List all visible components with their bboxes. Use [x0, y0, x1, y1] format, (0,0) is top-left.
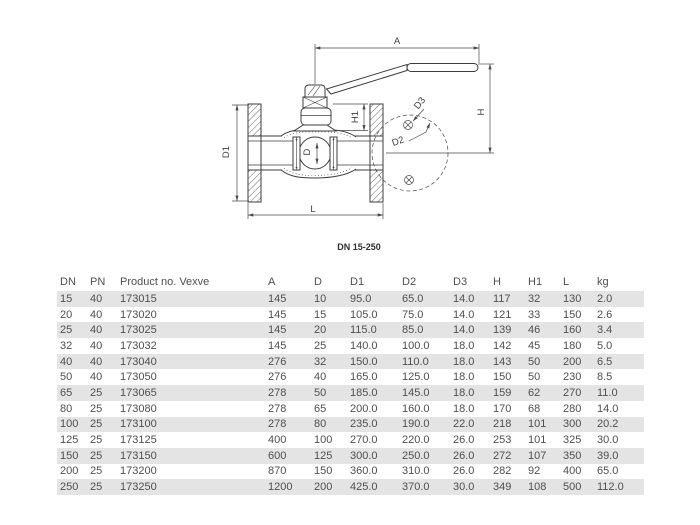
table-cell: 100 — [60, 418, 79, 431]
table-header-row — [57, 272, 644, 291]
table-cell: 300.0 — [350, 449, 378, 462]
table-cell: 25 — [90, 418, 103, 431]
table-row — [57, 307, 644, 323]
seat-rings — [293, 137, 337, 170]
table-cell: 500 — [563, 481, 582, 494]
table-row — [57, 432, 644, 448]
column-header: kg — [597, 275, 609, 288]
dim-label-a: A — [393, 36, 401, 47]
dim-label-h: H — [476, 108, 487, 116]
column-header: A — [268, 275, 276, 288]
bonnet — [301, 108, 331, 125]
table-cell: 173015 — [120, 292, 157, 305]
table-row — [57, 369, 644, 385]
table-cell: 25 — [314, 339, 327, 352]
table-cell: 159 — [493, 386, 512, 399]
column-header: D2 — [402, 275, 417, 288]
dim-label-l: L — [310, 204, 316, 215]
table-cell: 40 — [314, 371, 327, 384]
table-cell: 600 — [268, 449, 287, 462]
table-cell: 32 — [528, 292, 541, 305]
column-header: PN — [90, 275, 106, 288]
table-cell: 100 — [314, 434, 333, 447]
table-cell: 92 — [528, 465, 541, 478]
table-cell: 40 — [90, 292, 103, 305]
bolt-hole-bottom — [405, 176, 414, 185]
table-row — [57, 417, 644, 433]
dimension-d1 — [232, 105, 249, 201]
table-cell: 400 — [268, 434, 287, 447]
table-cell: 26.0 — [453, 449, 475, 462]
table-cell: 68 — [528, 402, 541, 415]
table-cell: 85.0 — [402, 324, 424, 337]
table-cell: 14.0 — [453, 324, 475, 337]
table-cell: 115.0 — [350, 324, 377, 337]
table-cell: 101 — [528, 418, 547, 431]
table-cell: 65 — [314, 402, 327, 415]
table-cell: 15 — [60, 292, 73, 305]
dim-label-d: D — [302, 148, 313, 156]
table-cell: 105.0 — [350, 308, 378, 321]
table-cell: 39.0 — [597, 449, 619, 462]
table-cell: 40 — [90, 355, 103, 368]
table-body — [57, 291, 644, 495]
spec-table — [57, 272, 644, 495]
table-cell: 276 — [268, 371, 287, 384]
table-cell: 30.0 — [597, 434, 619, 447]
table-cell: 272 — [493, 449, 512, 462]
table-cell: 165.0 — [350, 371, 378, 384]
table-cell: 150.0 — [350, 355, 378, 368]
table-cell: 18.0 — [453, 371, 475, 384]
table-cell: 40 — [90, 308, 103, 321]
table-cell: 310.0 — [402, 465, 430, 478]
table-cell: 121 — [493, 308, 512, 321]
table-cell: 278 — [268, 418, 287, 431]
table-cell: 8.5 — [597, 371, 613, 384]
table-cell: 173125 — [120, 434, 157, 447]
table-cell: 200 — [60, 465, 79, 478]
table-cell: 5.0 — [597, 339, 613, 352]
dim-label-h1: H1 — [350, 110, 361, 124]
table-cell: 218 — [493, 418, 512, 431]
table-cell: 200.0 — [350, 402, 378, 415]
table-cell: 150 — [563, 308, 582, 321]
table-cell: 160.0 — [402, 402, 430, 415]
table-cell: 150 — [314, 465, 333, 478]
table-cell: 65.0 — [597, 465, 619, 478]
table-cell: 200 — [314, 481, 333, 494]
table-cell: 40 — [60, 355, 73, 368]
table-cell: 125 — [314, 449, 333, 462]
table-cell: 80 — [60, 402, 73, 415]
table-cell: 180 — [563, 339, 582, 352]
table-cell: 25 — [90, 402, 103, 415]
table-row — [57, 338, 644, 354]
column-header: H — [493, 275, 501, 288]
table-cell: 173150 — [120, 449, 157, 462]
stem-cap — [305, 85, 325, 97]
table-cell: 50 — [528, 371, 541, 384]
table-cell: 870 — [268, 465, 287, 478]
table-cell: 3.4 — [597, 324, 613, 337]
table-cell: 173100 — [120, 418, 157, 431]
column-header: D1 — [350, 275, 365, 288]
bonnet-base — [294, 125, 336, 131]
spec-table-container — [57, 272, 644, 495]
table-cell: 250 — [60, 481, 79, 494]
dn-range-caption: DN 15-250 — [337, 242, 381, 252]
table-row — [57, 291, 644, 307]
table-cell: 220.0 — [402, 434, 430, 447]
table-cell: 425.0 — [350, 481, 378, 494]
table-cell: 100.0 — [402, 339, 430, 352]
table-cell: 65.0 — [402, 292, 424, 305]
table-cell: 14.0 — [597, 402, 619, 415]
table-cell: 235.0 — [350, 418, 378, 431]
bolt-hole-top — [404, 121, 413, 130]
dim-label-d1: D1 — [221, 145, 232, 159]
column-header: D3 — [453, 275, 468, 288]
table-cell: 270 — [563, 386, 582, 399]
table-cell: 145.0 — [402, 386, 430, 399]
table-cell: 360.0 — [350, 465, 378, 478]
table-cell: 14.0 — [453, 308, 475, 321]
table-cell: 143 — [493, 355, 512, 368]
table-cell: 40 — [90, 324, 103, 337]
table-cell: 20 — [60, 308, 73, 321]
table-cell: 40 — [90, 371, 103, 384]
table-cell: 45 — [528, 339, 541, 352]
table-cell: 190.0 — [402, 418, 430, 431]
handle-arm — [327, 65, 408, 95]
dim-label-d3: D3 — [411, 95, 429, 112]
table-cell: 20 — [314, 324, 327, 337]
table-cell: 25 — [90, 434, 103, 447]
table-cell: 65 — [60, 386, 73, 399]
table-cell: 160 — [563, 324, 582, 337]
table-cell: 95.0 — [350, 292, 372, 305]
table-cell: 18.0 — [453, 386, 475, 399]
column-header: D — [314, 275, 322, 288]
table-cell: 101 — [528, 434, 547, 447]
table-cell: 15 — [314, 308, 327, 321]
table-cell: 125.0 — [402, 371, 430, 384]
table-cell: 173065 — [120, 386, 157, 399]
table-cell: 280 — [563, 402, 582, 415]
table-cell: 325 — [563, 434, 582, 447]
table-cell: 145 — [268, 339, 287, 352]
table-row — [57, 354, 644, 370]
table-cell: 6.5 — [597, 355, 613, 368]
table-cell: 250.0 — [402, 449, 430, 462]
table-cell: 170 — [493, 402, 512, 415]
table-cell: 145 — [268, 308, 287, 321]
table-cell: 18.0 — [453, 355, 475, 368]
column-header: L — [563, 275, 570, 288]
table-cell: 50 — [60, 371, 73, 384]
table-cell: 185.0 — [350, 386, 378, 399]
table-cell: 150 — [60, 449, 79, 462]
table-row — [57, 464, 644, 480]
table-cell: 14.0 — [453, 292, 475, 305]
table-cell: 50 — [528, 355, 541, 368]
table-cell: 32 — [60, 339, 73, 352]
table-cell: 25 — [60, 324, 73, 337]
table-cell: 2.6 — [597, 308, 613, 321]
table-cell: 173050 — [120, 371, 157, 384]
table-cell: 80 — [314, 418, 327, 431]
table-cell: 282 — [493, 465, 512, 478]
table-cell: 173080 — [120, 402, 157, 415]
table-row — [57, 448, 644, 464]
table-cell: 140.0 — [350, 339, 378, 352]
table-cell: 400 — [563, 465, 582, 478]
table-cell: 11.0 — [597, 386, 618, 399]
table-cell: 139 — [493, 324, 512, 337]
table-row — [57, 401, 644, 417]
table-cell: 18.0 — [453, 339, 475, 352]
table-cell: 270.0 — [350, 434, 378, 447]
table-cell: 173020 — [120, 308, 157, 321]
handle-grip — [407, 64, 478, 72]
table-cell: 370.0 — [402, 481, 430, 494]
column-header: DN — [60, 275, 76, 288]
handle — [327, 64, 479, 95]
table-cell: 26.0 — [453, 465, 475, 478]
table-cell: 230 — [563, 371, 582, 384]
dim-label-d2: D2 — [390, 134, 406, 149]
table-cell: 2.0 — [597, 292, 613, 305]
table-row — [57, 385, 644, 401]
table-cell: 62 — [528, 386, 541, 399]
table-cell: 142 — [493, 339, 512, 352]
table-cell: 75.0 — [402, 308, 424, 321]
table-cell: 117 — [493, 292, 511, 305]
flange-left — [248, 104, 261, 202]
table-cell: 20.2 — [597, 418, 619, 431]
table-cell: 46 — [528, 324, 541, 337]
column-header: H1 — [528, 275, 543, 288]
table-cell: 33 — [528, 308, 541, 321]
table-cell: 145 — [268, 324, 287, 337]
table-cell: 130 — [563, 292, 582, 305]
table-row — [57, 322, 644, 338]
table-cell: 25 — [90, 386, 103, 399]
column-header: Product no. Vexve — [120, 275, 210, 288]
table-cell: 349 — [493, 481, 512, 494]
table-cell: 173032 — [120, 339, 157, 352]
table-cell: 25 — [90, 465, 103, 478]
table-cell: 173025 — [120, 324, 157, 337]
table-cell: 110.0 — [402, 355, 429, 368]
table-cell: 278 — [268, 386, 287, 399]
table-cell: 18.0 — [453, 402, 475, 415]
table-cell: 150 — [493, 371, 512, 384]
table-cell: 30.0 — [453, 481, 475, 494]
table-cell: 173040 — [120, 355, 157, 368]
valve-body — [248, 130, 383, 178]
table-cell: 173250 — [120, 481, 157, 494]
table-cell: 22.0 — [453, 418, 475, 431]
table-cell: 26.0 — [453, 434, 475, 447]
table-cell: 108 — [528, 481, 547, 494]
table-cell: 32 — [314, 355, 327, 368]
table-cell: 10 — [314, 292, 327, 305]
table-cell: 125 — [60, 434, 79, 447]
table-cell: 300 — [563, 418, 582, 431]
table-cell: 278 — [268, 402, 287, 415]
table-cell: 40 — [90, 339, 103, 352]
table-cell: 112.0 — [597, 481, 624, 494]
table-cell: 276 — [268, 355, 287, 368]
table-cell: 25 — [90, 481, 103, 494]
table-cell: 173200 — [120, 465, 157, 478]
table-cell: 350 — [563, 449, 582, 462]
table-row — [57, 479, 644, 495]
table-cell: 253 — [493, 434, 512, 447]
table-cell: 25 — [90, 449, 103, 462]
table-cell: 1200 — [268, 481, 293, 494]
table-cell: 145 — [268, 292, 287, 305]
table-cell: 107 — [528, 449, 547, 462]
table-cell: 50 — [314, 386, 327, 399]
table-cell: 200 — [563, 355, 582, 368]
